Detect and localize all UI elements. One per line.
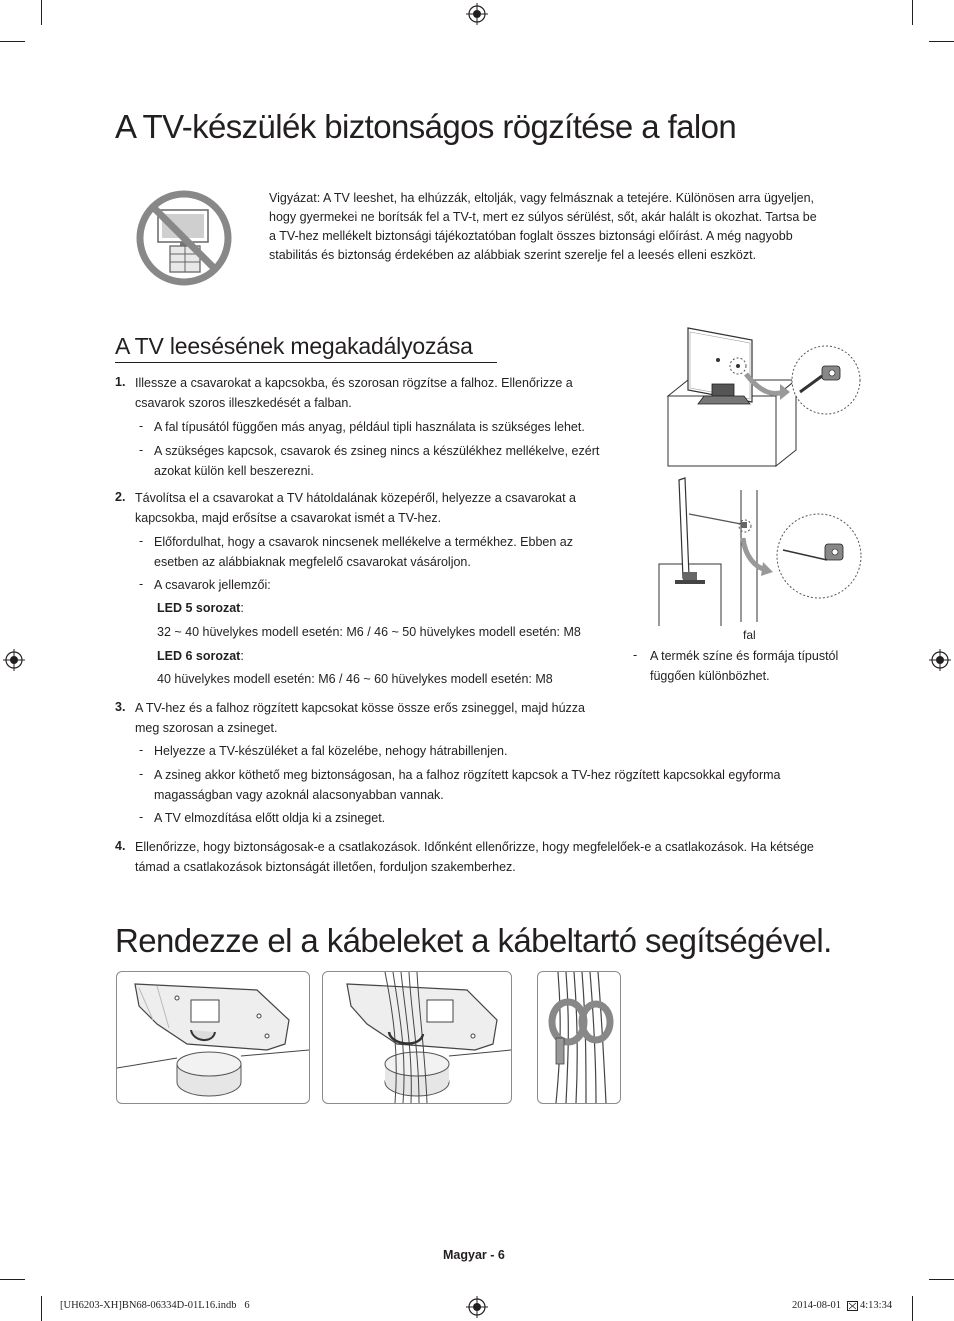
note-dash: - xyxy=(139,810,144,824)
wall-label: fal xyxy=(743,628,756,642)
step-number: 4. xyxy=(115,839,126,853)
print-time: 4:13:34 xyxy=(860,1300,893,1311)
print-file-info: [UH6203-XH]BN68-06334D-01L16.indb 6 xyxy=(60,1300,250,1311)
step-note: A zsineg akkor köthető meg biztonságosan, ha a falhoz rögzített kapcsok a TV-hez rögzített kapcsokkal egyforma magasságban vagy azoknál alacsonyabban vannak. xyxy=(154,768,781,802)
tv-wall-bracket-illustration xyxy=(660,322,865,470)
step-note: A csavarok jellemzői: xyxy=(154,578,271,592)
spec-colon: : xyxy=(240,601,244,615)
crop-mark xyxy=(41,1296,42,1321)
crop-mark xyxy=(0,41,25,42)
crop-mark xyxy=(929,41,954,42)
crop-mark xyxy=(0,1279,25,1280)
subsection-title: A TV leesésének megakadályozása xyxy=(115,333,473,359)
cable-holder-illustration xyxy=(323,972,511,1103)
note-dash: - xyxy=(139,767,144,781)
cable-holder-illustration xyxy=(538,972,620,1103)
spec-colon: : xyxy=(240,649,244,663)
warning-text: Vigyázat: A TV leeshet, ha elhúzzák, eltolják, vagy felmásznak a tetejére. Különösen arra ügyeljen, hogy gyermekei ne borítsák fel a TV-t, mert ez súlyos sérülést, sőt, akár halált is okozhat. Tartsa be a TV-hez mellékelt biztonsági tájékoztatóban foglalt összes biztonsági előírást. A még nagyobb stabilitás és biztonság érdekében az alábbiak szerint szerelje fel a leesés elleni eszközt. xyxy=(269,191,817,262)
step-text: Távolítsa el a csavarokat a TV hátoldalának közepéről, helyezze a csavarokat a kapcsokba, majd erősítse a csavarokat ismét a TV-hez. xyxy=(135,491,576,525)
cable-holder-figure-1 xyxy=(116,971,310,1104)
step-number: 2. xyxy=(115,490,126,504)
spec-label xyxy=(157,647,244,667)
step-text: Illessze a csavarokat a kapcsokba, és szorosan rögzítse a falhoz. Ellenőrizze a csavarok szoros illeszkedését a falban. xyxy=(135,376,573,410)
step-number: 1. xyxy=(115,375,126,389)
note-dash: - xyxy=(139,419,144,433)
note-dash: - xyxy=(139,743,144,757)
note-dash: - xyxy=(139,443,144,457)
registration-mark-icon xyxy=(3,649,25,671)
step-text: A TV-hez és a falhoz rögzített kapcsokat kösse össze erős zsineggel, majd húzza meg szorosan a zsineget. xyxy=(135,701,586,735)
registration-mark-icon xyxy=(466,3,488,25)
crop-mark xyxy=(41,0,42,25)
page-number: Magyar - 6 xyxy=(443,1248,505,1262)
crop-mark xyxy=(912,0,913,25)
step-note: A fal típusától függően más anyag, például tipli használata is szükséges lehet. xyxy=(154,420,585,434)
step-note: Előfordulhat, hogy a csavarok nincsenek mellékelve a termékhez. Ebben az esetben az alábbiaknak megfelelő csavarokat vásároljon. xyxy=(154,535,573,569)
spec-value: 40 hüvelykes modell esetén: M6 / 46 ~ 60 hüvelykes modell esetén: M8 xyxy=(157,672,553,686)
print-date: 2014-08-01 xyxy=(792,1300,841,1311)
step-note: A TV elmozdítása előtt oldja ki a zsineget. xyxy=(154,811,386,825)
step-note: A szükséges kapcsok, csavarok és zsineg nincs a készülékhez mellékelve, ezért azokat külön kell beszerezni. xyxy=(154,444,600,478)
registration-mark-icon xyxy=(929,649,951,671)
step-note: Helyezze a TV-készüléket a fal közelébe, nehogy hátrabillenjen. xyxy=(154,744,508,758)
cable-holder-figure-2 xyxy=(322,971,512,1104)
cable-holder-illustration xyxy=(117,972,309,1103)
subsection-underline xyxy=(115,362,497,363)
spec-value: 32 ~ 40 hüvelykes modell esetén: M6 / 46 ~ 50 hüvelykes modell esetén: M8 xyxy=(157,625,581,639)
spec-series: LED 6 sorozat xyxy=(157,649,241,663)
spec-series: LED 5 sorozat xyxy=(157,601,241,615)
step-text: Ellenőrizze, hogy biztonságosak-e a csatlakozások. Időnként ellenőrizze, hogy megfelelőek-e a csatlakozások. Ha kétsége támad a csatlakozások biztonságát illetően, forduljon szakemberhez. xyxy=(135,840,814,874)
tv-side-view-illustration xyxy=(655,476,865,626)
product-variation-note: A termék színe és formája típustól függően különbözhet. xyxy=(650,649,839,683)
print-clock-icon xyxy=(847,1301,858,1311)
section-title: A TV-készülék biztonságos rögzítése a falon xyxy=(115,108,737,145)
section-title: Rendezze el a kábeleket a kábeltartó segítségével. xyxy=(115,922,832,959)
note-dash: - xyxy=(139,534,144,548)
step-number: 3. xyxy=(115,700,126,714)
registration-mark-icon xyxy=(466,1296,488,1318)
note-dash: - xyxy=(633,648,638,662)
cable-holder-figure-3 xyxy=(537,971,621,1104)
crop-mark xyxy=(912,1296,913,1321)
spec-label xyxy=(157,599,244,619)
no-tv-on-stand-icon xyxy=(136,190,232,286)
note-dash: - xyxy=(139,577,144,591)
crop-mark xyxy=(929,1279,954,1280)
